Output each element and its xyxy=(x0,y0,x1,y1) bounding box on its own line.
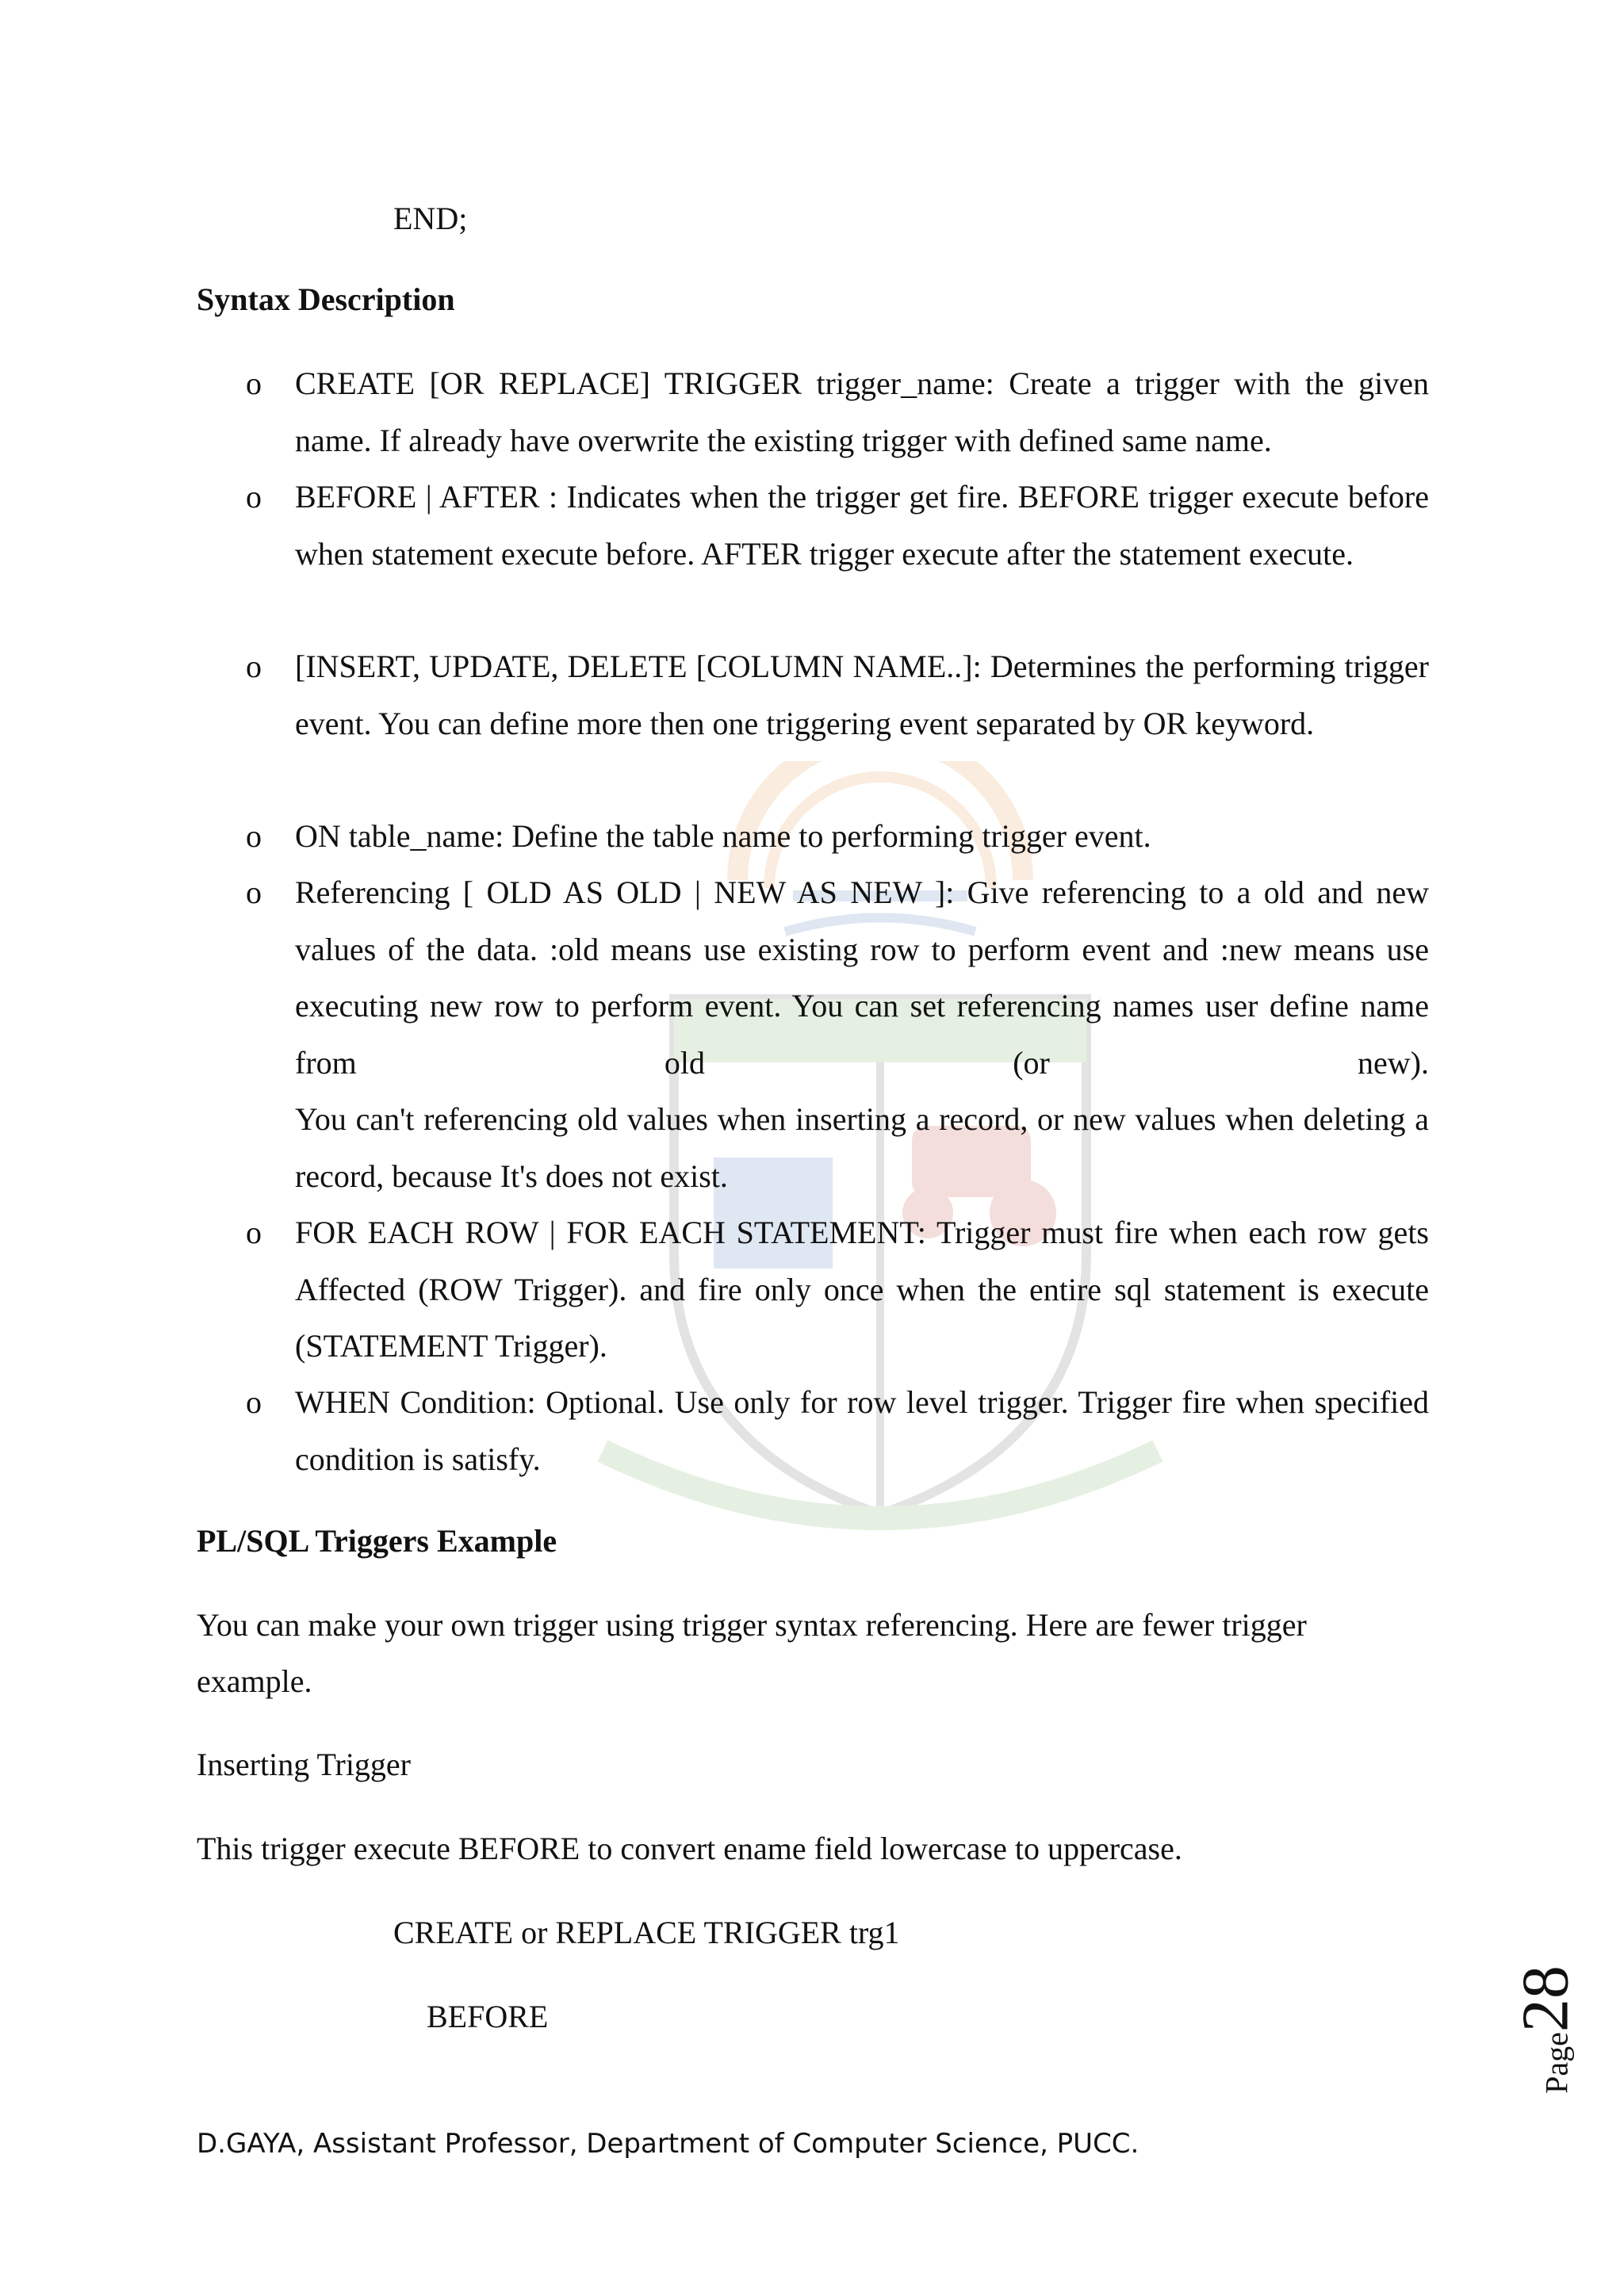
bullet-marker: o xyxy=(246,649,262,684)
code-end: END; xyxy=(393,201,468,236)
list-item xyxy=(238,638,1429,808)
bullet-marker: o xyxy=(246,365,262,401)
list-item xyxy=(238,1374,1429,1487)
list-item xyxy=(238,355,1429,469)
bullet-marker: o xyxy=(246,874,262,910)
example-heading: PL/SQL Triggers Example xyxy=(197,1523,557,1559)
list-item xyxy=(238,808,1429,864)
code-before: BEFORE xyxy=(427,1999,549,2034)
list-item-text: CREATE [OR REPLACE] TRIGGER trigger_name: Create a trigger with the given name. If already have overwrite the existing trigger with defined same name. xyxy=(295,365,1429,458)
page-number-value: 28 xyxy=(1508,1965,1583,2033)
list-item-text: BEFORE | AFTER : Indicates when the trigger get fire. BEFORE trigger execute before when statement execute before. AFTER trigger execute after the statement execute. xyxy=(295,479,1429,572)
list-item-text: WHEN Condition: Optional. Use only for row level trigger. Trigger fire when specified condition is satisfy. xyxy=(295,1384,1429,1477)
syntax-description-list xyxy=(238,355,1429,1487)
list-item-text: ON table_name: Define the table name to performing trigger event. xyxy=(295,818,1151,854)
page-word: Page xyxy=(1538,2032,1575,2094)
inserting-trigger-subheading: Inserting Trigger xyxy=(197,1747,411,1782)
code-create-trigger: CREATE or REPLACE TRIGGER trg1 xyxy=(393,1915,900,1950)
list-item-text: [INSERT, UPDATE, DELETE [COLUMN NAME..]: Determines the performing trigger event. You can define more then one triggering event separated by OR keyword. xyxy=(295,649,1429,741)
page-number xyxy=(1510,1958,1581,2101)
list-item-text: FOR EACH ROW | FOR EACH STATEMENT: Trigger must fire when each row gets Affected (ROW Trigger). and fire only once when the entire sql statement is execute (STATEMENT Trigger). xyxy=(295,1215,1429,1364)
syntax-description-heading: Syntax Description xyxy=(197,281,455,317)
example-intro-line-2: example. xyxy=(197,1663,312,1699)
trigger-description: This trigger execute BEFORE to convert ename field lowercase to uppercase. xyxy=(197,1831,1182,1866)
bullet-marker: o xyxy=(246,479,262,515)
list-item-text-continued: You can't referencing old values when inserting a record, or new values when deleting a record, because It's does not exist. xyxy=(295,1101,1429,1194)
list-item-text: Referencing [ OLD AS OLD | NEW AS NEW ]: Give referencing to a old and new values of the data. :old means use existing row to perform event and :new means use executing new row to perform event. You can set referencing names user define name from old (or new). xyxy=(295,874,1429,1081)
footer-author: D.GAYA, Assistant Professor, Department of Computer Science, PUCC. xyxy=(197,2128,1139,2160)
bullet-marker: o xyxy=(246,1384,262,1420)
bullet-marker: o xyxy=(246,818,262,854)
example-intro-line-1: You can make your own trigger using trigger syntax referencing. Here are fewer trigger xyxy=(197,1607,1307,1643)
bullet-marker: o xyxy=(246,1215,262,1250)
list-item xyxy=(238,1204,1429,1374)
list-item xyxy=(238,864,1429,1204)
list-item xyxy=(238,469,1429,638)
